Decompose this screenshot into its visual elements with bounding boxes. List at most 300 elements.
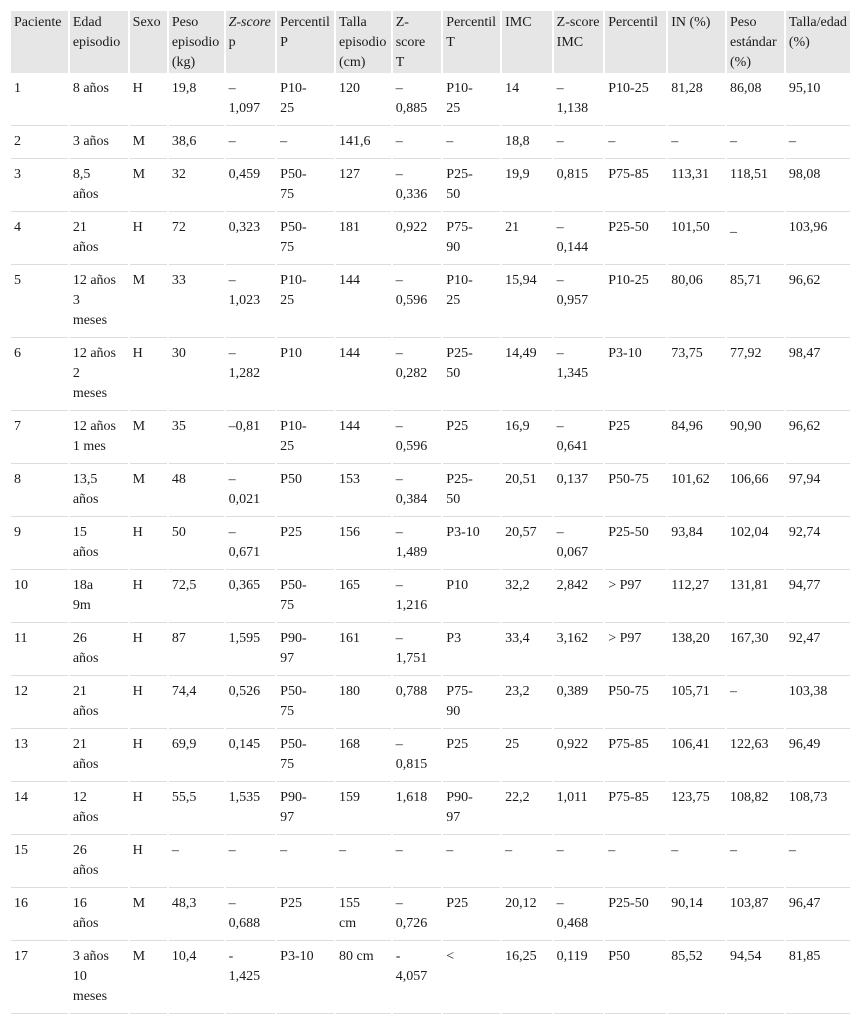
header-label: IMC [505,15,532,30]
column-header [226,11,276,73]
table-cell: – 0,468 [554,890,604,941]
table-cell: > P97 [605,572,666,623]
table-cell: – 1,282 [226,340,276,411]
table-cell: 96,47 [786,890,850,941]
table-row [11,678,850,729]
table-cell: H [130,625,167,676]
table-cell: H [130,519,167,570]
column-header [70,11,128,73]
table-cell: 144 [336,340,391,411]
table-cell: M [130,128,167,159]
table-cell: H [130,572,167,623]
table-cell: 25 [502,731,552,782]
header-row [11,11,850,73]
column-header [502,11,552,73]
table-cell: P50- 75 [277,572,334,623]
table-cell: 81,85 [786,943,850,1014]
table-cell: 74,4 [169,678,224,729]
table-cell: M [130,267,167,338]
header-label: Z-score [228,15,271,30]
table-row [11,413,850,464]
header-label: Z-score [556,15,600,30]
table-cell: P25-50 [605,890,666,941]
table-cell: P10-25 [605,75,666,126]
table-cell: 102,04 [727,519,784,570]
table-cell: – [226,128,276,159]
table-cell: 108,82 [727,784,784,835]
table-cell: – 0,021 [226,466,276,517]
table-cell: – 0,067 [554,519,604,570]
header-label: estándar [730,35,777,50]
table-cell: 87 [169,625,224,676]
table-cell: 12 años 3 meses [70,267,128,338]
table-cell: 14 [11,784,68,835]
table-cell: – [605,837,666,888]
table-cell: H [130,75,167,126]
table-cell: 0,145 [226,731,276,782]
table-cell: 21 años [70,731,128,782]
table-cell: P25- 50 [443,161,500,212]
table-cell: 167,30 [727,625,784,676]
table-cell: 90,90 [727,413,784,464]
table-cell: 72,5 [169,572,224,623]
table-cell: P25 [443,413,500,464]
table-cell: 80 cm [336,943,391,1014]
table-cell: – [169,837,224,888]
table-cell: 155 cm [336,890,391,941]
table-cell: 94,77 [786,572,850,623]
table-cell: – 0,641 [554,413,604,464]
table-cell: 0,788 [393,678,442,729]
table-cell: 0,815 [554,161,604,212]
header-label: episodio [72,35,121,50]
table-cell: 16 [11,890,68,941]
table-cell: – [727,128,784,159]
table-cell: 96,62 [786,413,850,464]
table-cell: 144 [336,267,391,338]
table-cell: 98,47 [786,340,850,411]
table-cell: 106,41 [668,731,725,782]
header-label: p [228,35,236,50]
table-cell: 26 años [70,837,128,888]
table-cell: 35 [169,413,224,464]
header-label: Peso [730,15,757,30]
table-cell: 77,92 [727,340,784,411]
table-cell: – 0,815 [393,731,442,782]
table-cell: 38,6 [169,128,224,159]
header-label: IMC [556,35,584,50]
table-cell: 8 [11,466,68,517]
table-cell: P50-75 [605,466,666,517]
table-cell: 2 [11,128,68,159]
table-cell: 2,842 [554,572,604,623]
table-cell: M [130,943,167,1014]
table-cell: 86,08 [727,75,784,126]
table-cell: P25-50 [605,519,666,570]
table-cell: < [443,943,500,1014]
header-label: (cm) [338,55,366,70]
table-cell: 15 [11,837,68,888]
table-cell: – [668,128,725,159]
table-cell: P3-10 [443,519,500,570]
table-cell: – 1,489 [393,519,442,570]
table-cell: 94,54 [727,943,784,1014]
table-cell: 16,25 [502,943,552,1014]
column-header [277,11,334,73]
table-cell: 23,2 [502,678,552,729]
table-cell: P25 [443,890,500,941]
table-cell: 103,87 [727,890,784,941]
table-cell: 6 [11,340,68,411]
table-cell: 144 [336,413,391,464]
table-cell: 14 [502,75,552,126]
header-label: T [446,35,455,50]
table-cell: 3 años 10 meses [70,943,128,1014]
table-cell: 96,62 [786,267,850,338]
table-cell: P25 [443,731,500,782]
table-cell: 22,2 [502,784,552,835]
table-cell: P3-10 [277,943,334,1014]
table-cell: 131,81 [727,572,784,623]
table-cell: P50 [277,466,334,517]
table-cell: 12 años [70,784,128,835]
table-cell: – [443,128,500,159]
table-cell: 5 [11,267,68,338]
column-header [169,11,224,73]
table-cell: H [130,837,167,888]
table-cell: 92,74 [786,519,850,570]
table-cell: – [443,837,500,888]
table-cell: M [130,466,167,517]
table-cell: – [727,837,784,888]
table-cell: – 0,144 [554,214,604,265]
table-cell: – [727,678,784,729]
table-cell: 32 [169,161,224,212]
table-cell: 0,459 [226,161,276,212]
table-cell: 33,4 [502,625,552,676]
table-cell: 19,8 [169,75,224,126]
table-cell: P75-85 [605,784,666,835]
table-body [11,75,850,1014]
table-cell: 50 [169,519,224,570]
header-label: Percentil [280,15,330,30]
table-cell: P10-25 [605,267,666,338]
table-cell: P50- 75 [277,161,334,212]
table-cell: 20,12 [502,890,552,941]
table-cell: P10- 25 [277,413,334,464]
table-cell: M [130,161,167,212]
table-cell: – [502,837,552,888]
table-cell: P10 [443,572,500,623]
table-cell: P10- 25 [443,75,500,126]
table-row [11,837,850,888]
table-cell: P50- 75 [277,214,334,265]
table-cell: P50-75 [605,678,666,729]
table-cell: P10- 25 [443,267,500,338]
table-cell: H [130,340,167,411]
table-row [11,731,850,782]
column-header [554,11,604,73]
table-cell: M [130,890,167,941]
table-row [11,466,850,517]
header-label: Edad [72,15,102,30]
patient-data-table [9,9,852,1016]
table-cell: 0,922 [554,731,604,782]
table-row [11,572,850,623]
header-label: Z-score [395,15,426,50]
table-cell: P90- 97 [443,784,500,835]
table-cell: 13 [11,731,68,782]
table-cell: 168 [336,731,391,782]
table-cell: 3,162 [554,625,604,676]
table-cell: 103,96 [786,214,850,265]
table-cell: 0,389 [554,678,604,729]
table-cell: P3-10 [605,340,666,411]
table-cell: 118,51 [727,161,784,212]
table-cell: 97,94 [786,466,850,517]
table-cell: – 1,345 [554,340,604,411]
table-cell: 15,94 [502,267,552,338]
table-cell: 1,535 [226,784,276,835]
table-cell: 11 [11,625,68,676]
table-cell: – [277,837,334,888]
column-header [668,11,725,73]
table-row [11,340,850,411]
header-label: Talla/edad [788,15,847,30]
header-label: (kg) [171,55,196,70]
table-cell: 112,27 [668,572,725,623]
table-cell: 12 años 2 meses [70,340,128,411]
table-cell: 0,365 [226,572,276,623]
table-cell: 98,08 [786,161,850,212]
header-label: Peso [171,15,199,30]
table-cell: H [130,214,167,265]
column-header [786,11,850,73]
table-cell: – [554,128,604,159]
table-cell: 106,66 [727,466,784,517]
table-cell: 12 [11,678,68,729]
table-cell: H [130,678,167,729]
header-label: episodio [171,35,220,50]
table-cell: 0,922 [393,214,442,265]
table-cell: – 0,726 [393,890,442,941]
table-cell: 18,8 [502,128,552,159]
column-header [605,11,666,73]
table-cell: 123,75 [668,784,725,835]
header-label: (%) [788,35,810,50]
table-cell: P90- 97 [277,625,334,676]
column-header [393,11,442,73]
table-cell: 96,49 [786,731,850,782]
table-cell: P50- 75 [277,731,334,782]
table-cell: – 0,885 [393,75,442,126]
table-cell: 153 [336,466,391,517]
header-label: Paciente [14,15,62,30]
table-cell: 20,57 [502,519,552,570]
table-cell: 48 [169,466,224,517]
table-cell: 48,3 [169,890,224,941]
header-label: P [280,35,288,50]
column-header [336,11,391,73]
table-cell: 120 [336,75,391,126]
table-cell: 1,011 [554,784,604,835]
table-cell: 85,52 [668,943,725,1014]
table-cell: 13,5 años [70,466,128,517]
table-cell: H [130,731,167,782]
table-cell: 3 años [70,128,128,159]
table-cell: 3 [11,161,68,212]
table-cell: P75-85 [605,161,666,212]
table-cell: – 0,384 [393,466,442,517]
table-cell: 4 [11,214,68,265]
table-cell: 80,06 [668,267,725,338]
table-cell: – 0,596 [393,267,442,338]
table-cell: 0,526 [226,678,276,729]
table-cell: – [226,837,276,888]
table-cell: 159 [336,784,391,835]
table-cell: 81,28 [668,75,725,126]
table-cell: – [554,837,604,888]
table-cell: P50- 75 [277,678,334,729]
header-label: (%) [730,55,752,70]
table-cell: 69,9 [169,731,224,782]
table-cell: P25 [277,890,334,941]
table-cell: 1,618 [393,784,442,835]
table-cell: 72 [169,214,224,265]
table-cell: – [786,128,850,159]
table-cell: – 0,957 [554,267,604,338]
table-cell: – [393,837,442,888]
table-cell: 101,62 [668,466,725,517]
table-cell: – 1,216 [393,572,442,623]
header-label: Talla [338,15,367,30]
table-cell: 1 [11,75,68,126]
table-cell: 9 [11,519,68,570]
table-row [11,128,850,159]
table-cell: 156 [336,519,391,570]
table-cell: 18a 9m [70,572,128,623]
table-cell: 95,10 [786,75,850,126]
table-row [11,75,850,126]
table-cell: – [668,837,725,888]
table-header [11,11,850,73]
table-cell: – 1,023 [226,267,276,338]
table-row [11,890,850,941]
table-cell: P90- 97 [277,784,334,835]
table-cell: 17 [11,943,68,1014]
header-label: Percentil [608,15,659,30]
table-cell: 84,96 [668,413,725,464]
table-cell: P10 [277,340,334,411]
table-cell: 0,119 [554,943,604,1014]
column-header [443,11,500,73]
table-row [11,267,850,338]
table-row [11,625,850,676]
table-cell: P25 [277,519,334,570]
table-cell: 16 años [70,890,128,941]
table-cell: - 4,057 [393,943,442,1014]
table-cell: – 0,688 [226,890,276,941]
table-cell: 138,20 [668,625,725,676]
table-cell: 7 [11,413,68,464]
table-cell: P75- 90 [443,214,500,265]
table-cell: – [393,128,442,159]
table-row [11,214,850,265]
table-cell: – [786,837,850,888]
table-cell: 0,137 [554,466,604,517]
table-cell: 103,38 [786,678,850,729]
table-cell: 90,14 [668,890,725,941]
table-cell: 8,5 años [70,161,128,212]
column-header [11,11,68,73]
table-cell: P25 [605,413,666,464]
header-label: T [395,55,405,70]
table-cell: 165 [336,572,391,623]
table-cell: P10- 25 [277,75,334,126]
column-header [130,11,167,73]
table-cell: H [130,784,167,835]
table-cell: 30 [169,340,224,411]
table-cell: 141,6 [336,128,391,159]
header-label: IN (%) [671,15,711,30]
table-cell: P75- 90 [443,678,500,729]
table-row [11,784,850,835]
table-cell: 32,2 [502,572,552,623]
table-cell: 12 años 1 mes [70,413,128,464]
table-cell: P3 [443,625,500,676]
table-cell: 105,71 [668,678,725,729]
table-cell: M [130,413,167,464]
table-cell: 26 años [70,625,128,676]
table-cell: 161 [336,625,391,676]
table-cell: 0,323 [226,214,276,265]
table-cell: - 1,425 [226,943,276,1014]
table-cell: 73,75 [668,340,725,411]
column-header [727,11,784,73]
table-cell: –0,81 [226,413,276,464]
table-cell: 101,50 [668,214,725,265]
table-row [11,161,850,212]
table-cell: 180 [336,678,391,729]
table-cell: 122,63 [727,731,784,782]
header-label: Sexo [132,15,161,30]
table-cell: 16,9 [502,413,552,464]
table-cell: 92,47 [786,625,850,676]
table-cell: P25- 50 [443,466,500,517]
table-cell: P25- 50 [443,340,500,411]
table-cell: 1,595 [226,625,276,676]
table-cell: 19,9 [502,161,552,212]
table-cell: 93,84 [668,519,725,570]
table-cell: 8 años [70,75,128,126]
table-cell: 55,5 [169,784,224,835]
table-cell: 20,51 [502,466,552,517]
table-cell: 113,31 [668,161,725,212]
table-cell: – 0,596 [393,413,442,464]
table-cell: 33 [169,267,224,338]
table-cell: – 1,138 [554,75,604,126]
table-row [11,519,850,570]
table-cell: 21 [502,214,552,265]
table-cell: – [336,837,391,888]
header-label: episodio [338,35,387,50]
table-cell: 127 [336,161,391,212]
header-label: Percentil [446,15,497,30]
table-cell: – [605,128,666,159]
table-cell: 15 años [70,519,128,570]
table-cell: _ [727,214,784,265]
table-cell: 10 [11,572,68,623]
